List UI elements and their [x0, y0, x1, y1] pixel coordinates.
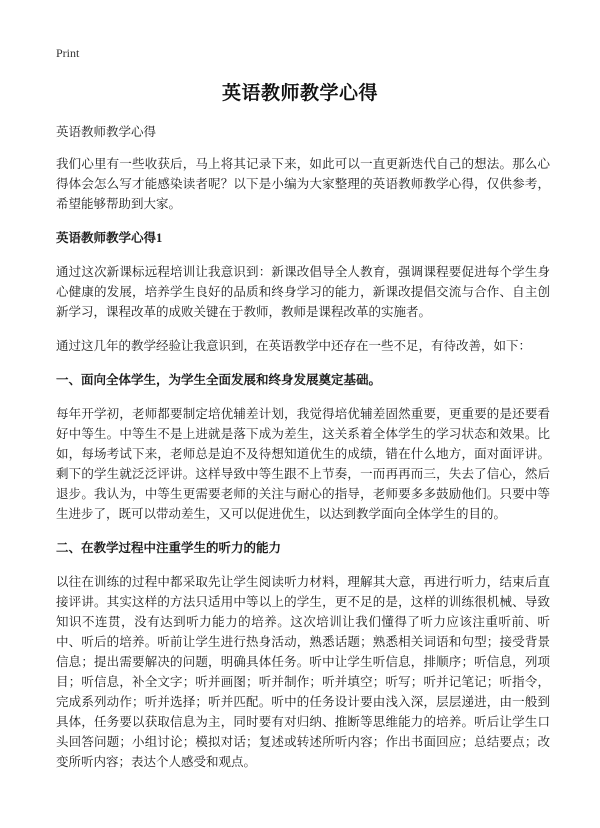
article-body	[56, 122, 550, 786]
section-heading-1: 英语教师教学心得1	[56, 231, 163, 245]
page-title: 英语教师教学心得	[221, 82, 378, 104]
subheading-2: 二、在教学过程中注重学生的听力的能力	[56, 540, 282, 555]
intro-paragraph: 我们心里有一些收获后，马上将其记录下来，如此可以一直更新迭代自己的想法。那么心得体会怎么写才能感染读者呢？以下是小编为大家整理的英语教师教学心得，仅供参考，希望能够帮助到大家。	[56, 156, 550, 211]
paragraph-3: 每年开学初，老师都要制定培优辅差计划，我觉得培优辅差固然重要，更重要的是还要看好中等生。中等生不是上进就是落下成为差生，这关系着全体学生的学习状态和效果。比如，每场考试下来，老师总是迫不及待想知道优生的成绩，错在什么地方，面对面评讲。剩下的学生就泛泛评讲。这样导致中等生跟不上节奏，一而再再而三，失去了信心，然后退步。我认为，中等生更需要老师的关注与耐心的指导，老师要多多鼓励他们。只要中等生进步了，既可以带动差生，又可以促进优生，以达到教学面向全体学生的目的。	[56, 406, 550, 521]
paragraph-2: 通过这几年的教学经验让我意识到，在英语教学中还存在一些不足，有待改善，如下：	[56, 338, 532, 353]
print-link[interactable]: Print	[56, 46, 80, 60]
subheading-1: 一、面向全体学生，为学生全面发展和终身发展奠定基础。	[56, 372, 382, 387]
paragraph-4: 以往在训练的过程中都采取先让学生阅读听力材料，理解其大意，再进行听力，结束后直接评讲。其实这样的方法只适用中等以上的学生，更不足的是，这样的训练很机械、导致知识不连贯，没有达到听力能力的培养。这次培训让我们懂得了听力应该注重听前、听中、听后的培养。听前让学生进行热身活动，熟悉话题；熟悉相关词语和句型；接受背景信息；提出需要解决的问题，明确具体任务。听中让学生听信息，排顺序；听信息，列项目；听信息，补全文字；听并画图；听并制作；听并填空；听写；听并记笔记；听指令，完成系列动作；听并选择；听并匹配。听中的任务设计要由浅入深，层层递进，由一般到具体，任务要以获取信息为主，同时要有对归纳、推断等思维能力的培养。听后让学生口头回答问题；小组讨论；模拟对话；复述或转述所听内容；作出书面回应；总结要点；改变所听内容；表达个人感受和观点。	[56, 574, 550, 769]
article-subtitle: 英语教师教学心得	[56, 124, 157, 139]
paragraph-1: 通过这次新课标远程培训让我意识到：新课改倡导全人教育，强调课程要促进每个学生身心健康的发展，培养学生良好的品质和终身学习的能力，新课改提倡交流与合作、自主创新学习，课程改革的成败关键在于教师，教师是课程改革的实施者。	[56, 264, 550, 319]
